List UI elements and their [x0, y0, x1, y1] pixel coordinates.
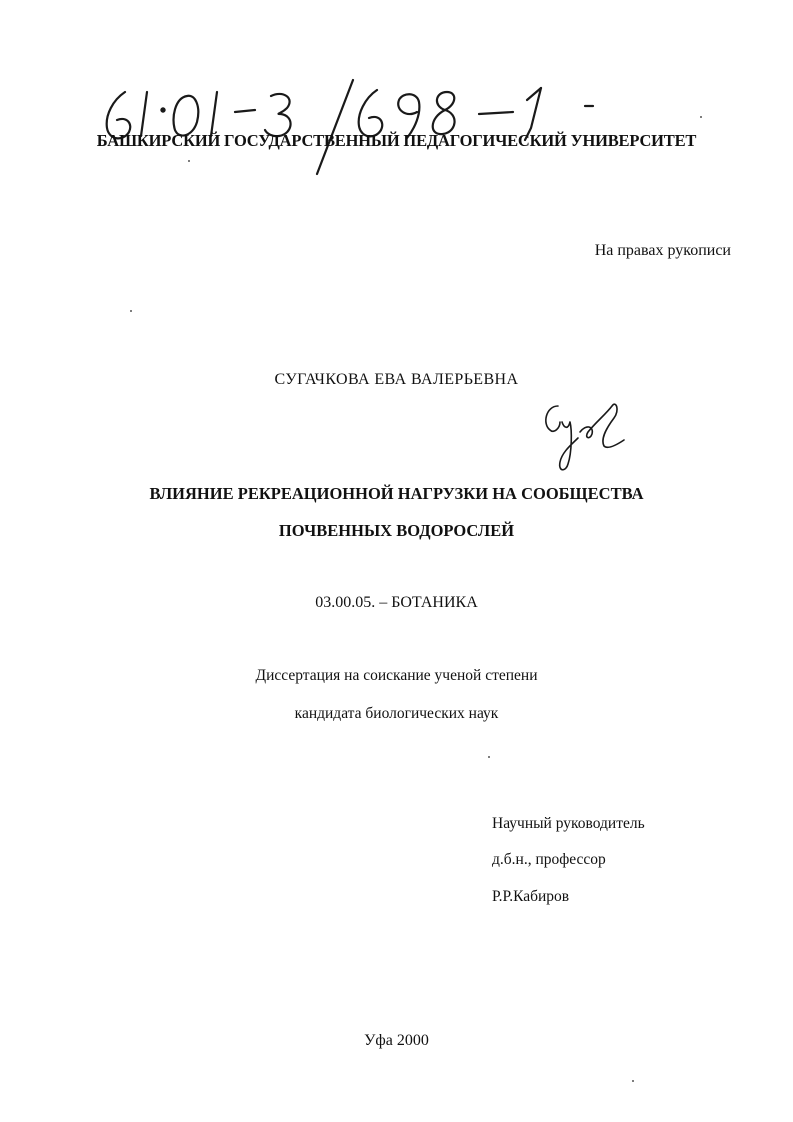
author-signature	[532, 392, 632, 482]
university-name: БАШКИРСКИЙ ГОСУДАРСТВЕННЫЙ ПЕДАГОГИЧЕСКИЙ УНИВЕРСИТЕТ	[96, 131, 697, 150]
dissertation-title-line-1: ВЛИЯНИЕ РЕКРЕАЦИОННОЙ НАГРУЗКИ НА СООБЩЕСТВА	[149, 484, 644, 503]
author-name: СУГАЧКОВА ЕВА ВАЛЕРЬЕВНА	[274, 371, 519, 388]
rights-note: На правах рукописи	[594, 242, 731, 259]
supervisor-name: Р.Р.Кабиров	[492, 888, 570, 905]
supervisor-degree: д.б.н., профессор	[492, 851, 606, 868]
dissertation-degree-line-2: кандидата биологических наук	[294, 705, 499, 722]
supervisor-label: Научный руководитель	[492, 815, 645, 832]
city-and-year: Уфа 2000	[364, 1032, 429, 1049]
handwritten-archive-code	[95, 70, 595, 180]
dissertation-degree-line-1: Диссертация на соискание ученой степени	[255, 667, 538, 684]
scan-speck	[488, 756, 490, 758]
dissertation-title-line-2: ПОЧВЕННЫХ ВОДОРОСЛЕЙ	[278, 521, 515, 540]
scan-speck	[632, 1080, 634, 1082]
scan-speck	[700, 116, 702, 118]
scan-speck	[130, 310, 132, 312]
specialty-code: 03.00.05. – БОТАНИКА	[315, 594, 478, 611]
scan-speck	[188, 160, 190, 162]
